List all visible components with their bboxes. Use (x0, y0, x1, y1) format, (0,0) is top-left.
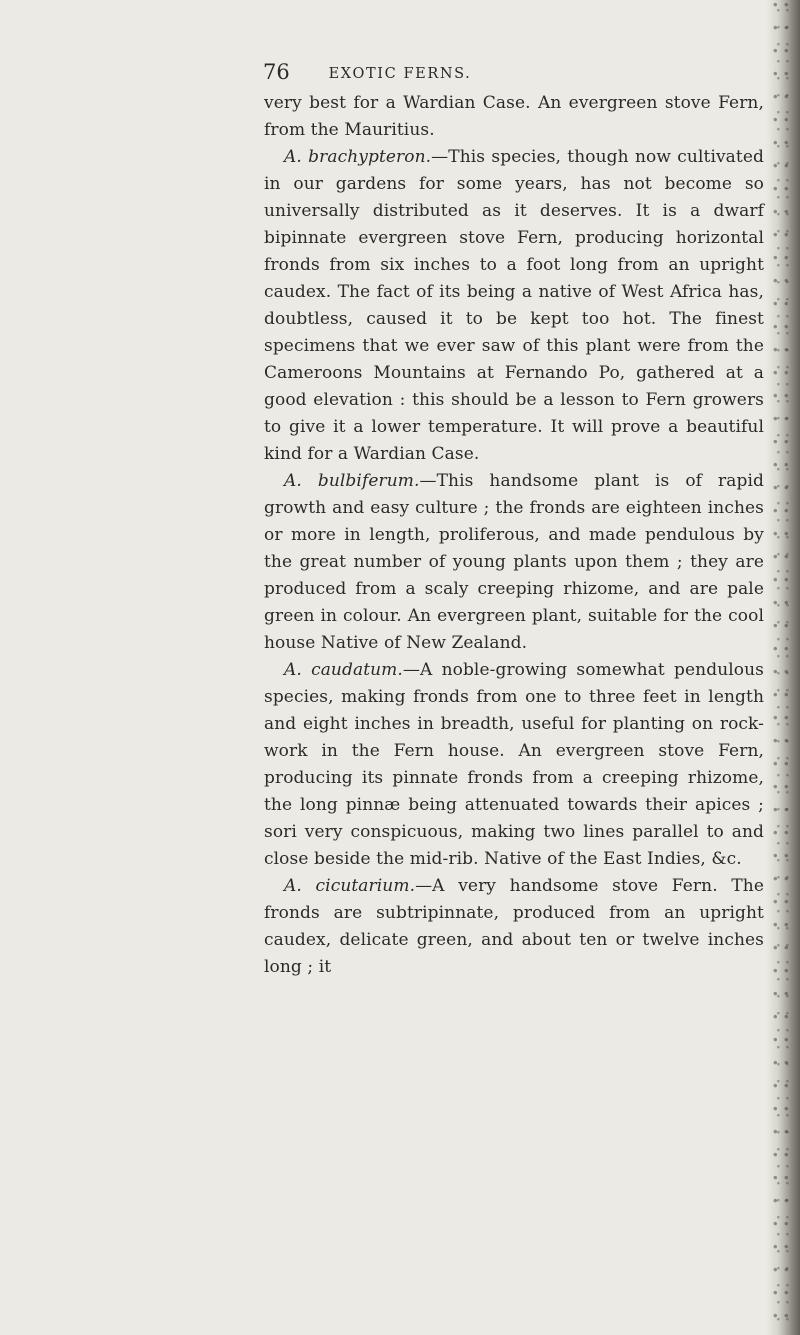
paragraph-text: —A noble-growing somewhat pendulous species, making fronds from one to three feet in length and eight inches in breadth, useful for planting on rock-work in the Fern house. An evergreen stove Fern, producing its pinnate fronds from a creeping rhizome, the long pinnæ being attenuated towards their apices ; sori very conspicuous, making two lines parallel to and close beside the mid-rib. Native of the East Indies, &c. (264, 660, 764, 869)
paragraph-cicutarium (264, 873, 764, 981)
paragraph-text: —A very handsome stove Fern. The fronds are subtripinnate, produced from an upright caudex, delicate green, and about ten or twelve inches long ; it (264, 876, 765, 977)
body-text (264, 90, 764, 981)
page-number: 76 (263, 60, 290, 84)
binding-texture (772, 0, 794, 1335)
species-name: A. caudatum. (284, 660, 403, 680)
species-name: A. brachypteron. (284, 147, 432, 167)
paragraph-continuation (264, 90, 764, 144)
paragraph-bulbiferum (264, 468, 764, 657)
paragraph-text: —This species, though now cultivated in our gardens for some years, has not become so universally distributed as it deserves. It is a dwarf bipinnate evergreen stove Fern, producing horizontal fronds from six inches to a foot long from an upright caudex. The fact of its being a native of West Africa has, doubtless, caused it to be kept too hot. The finest specimens that we ever saw of this plant were from the Cameroons Mountains at Fernando Po, gathered at a good elevation : this should be a lesson to Fern growers to give it a lower temperature. It will prove a beautiful kind for a Wardian Case. (264, 147, 764, 464)
running-title: EXOTIC FERNS. (328, 66, 472, 82)
species-name: A. bulbiferum. (284, 471, 420, 491)
paragraph-caudatum (264, 657, 764, 873)
species-name: A. cicutarium. (284, 876, 416, 896)
paragraph-text: very best for a Wardian Case. An evergreen stove Fern, from the Mauritius. (264, 93, 764, 140)
paragraph-brachypteron (264, 144, 764, 468)
paragraph-text: —This handsome plant is of rapid growth and easy culture ; the fronds are eighteen inches or more in length, proliferous, and made pendulous by the great number of young plants upon them ; they are produced from a scaly creeping rhizome, and are pale green in colour. An evergreen plant, suitable for the cool house Native of New Zealand. (264, 471, 764, 653)
